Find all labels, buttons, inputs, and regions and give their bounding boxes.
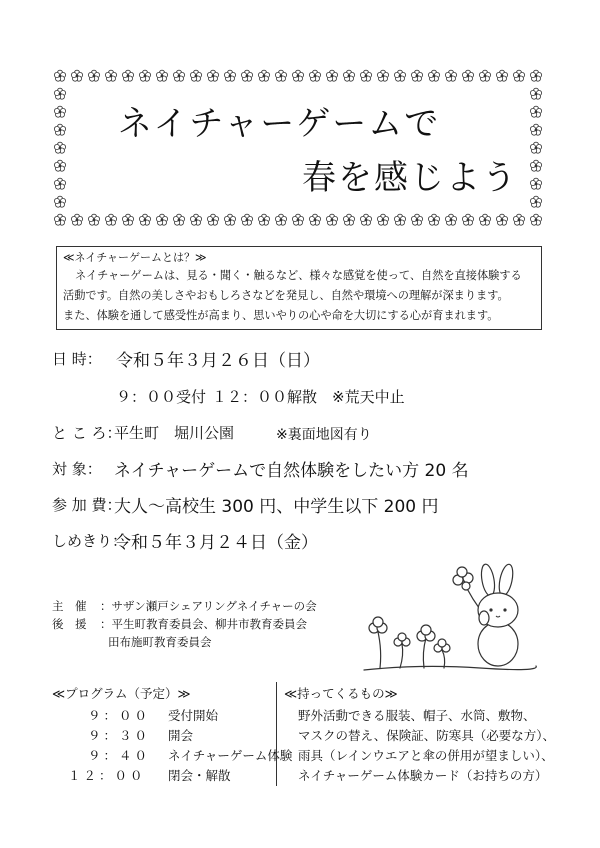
flower-icon [377, 214, 388, 225]
host-value: ：サザン瀬戸シェアリングネイチャーの会 [100, 599, 317, 613]
flower-icon [377, 70, 388, 81]
flower-icon [428, 70, 439, 81]
flower-icon [309, 70, 320, 81]
program-heading: ≪プログラム（予定）≫ [52, 686, 191, 701]
support-label: 後 援 [52, 617, 87, 631]
flower-icon [71, 214, 82, 225]
flower-icon [275, 214, 286, 225]
flower-icon [428, 214, 439, 225]
flower-icon [54, 160, 65, 171]
flower-icon [54, 196, 65, 207]
program-time: １２：００ [68, 768, 146, 783]
flower-icon [173, 70, 184, 81]
support-value-1: ：平生町教育委員会、柳井市教育委員会 [100, 617, 307, 631]
flower-icon [479, 70, 490, 81]
bring-line: ネイチャーゲーム体験カード（お持ちの方） [298, 768, 548, 783]
description-heading: ≪ネイチャーゲームとは？≫ [63, 251, 207, 264]
flower-icon [88, 70, 99, 81]
flower-icon [445, 70, 456, 81]
flower-icon [190, 70, 201, 81]
flower-icon [530, 88, 541, 99]
flower-icon [343, 214, 354, 225]
description-line: ネイチャーゲームは、見る・聞く・触るなど、様々な感覚を使って、自然を直接体験する [75, 269, 522, 282]
section-divider [276, 682, 277, 786]
date-label: 日 時： [52, 350, 102, 368]
flower-icon [530, 70, 541, 81]
support-value-2: 田布施町教育委員会 [108, 635, 212, 649]
place-label: と こ ろ： [52, 424, 122, 442]
flower-icon [139, 70, 150, 81]
flower-icon [411, 70, 422, 81]
flower-icon [122, 70, 133, 81]
flower-icon [207, 214, 218, 225]
flower-icon [360, 70, 371, 81]
flower-icon [530, 106, 541, 117]
flower-icon [54, 124, 65, 135]
flower-icon [54, 70, 65, 81]
flower-icon [411, 214, 422, 225]
flower-icon [258, 70, 269, 81]
target-label: 対 象： [52, 460, 102, 478]
flower-icon [326, 214, 337, 225]
flower-icon [530, 196, 541, 207]
flower-icon [105, 70, 116, 81]
deadline-label: しめきり： [52, 532, 128, 550]
flower-icon [479, 214, 490, 225]
flower-icon [275, 70, 286, 81]
flower-icon [190, 214, 201, 225]
dismissal-time: １２：００解散 [212, 388, 318, 406]
program-label: 閉会・解散 [168, 768, 231, 783]
flower-icon [54, 178, 65, 189]
program-label: ネイチャーゲーム体験 [168, 748, 293, 763]
bring-line: 雨具（レインウエアと傘の併用が望ましい）、 [298, 748, 554, 763]
flower-border-icon [52, 68, 544, 228]
flower-icon [122, 214, 133, 225]
reception-time: ９：００受付 [116, 388, 207, 406]
flower-icon [343, 70, 354, 81]
flower-icon [462, 214, 473, 225]
flower-icon [445, 214, 456, 225]
program-label: 受付開始 [168, 708, 219, 723]
title-line-1: ネイチャーゲームで [118, 104, 441, 144]
flower-icon [207, 70, 218, 81]
flower-icon [54, 88, 65, 99]
weather-note: ※荒天中止 [332, 388, 405, 406]
flower-icon [173, 214, 184, 225]
flower-icon [530, 178, 541, 189]
flower-icon [496, 214, 507, 225]
flower-icon [394, 214, 405, 225]
flower-icon [224, 70, 235, 81]
flower-icon [309, 214, 320, 225]
flower-icon [54, 214, 65, 225]
flower-icon [462, 70, 473, 81]
program-time: ９：００ [88, 708, 151, 723]
flower-icon [105, 214, 116, 225]
flower-icon [530, 214, 541, 225]
flower-icon [513, 70, 524, 81]
flower-icon [496, 70, 507, 81]
title-line-2: 春を感じよう [302, 158, 518, 198]
flower-icon [326, 70, 337, 81]
description-line: 活動です。自然の美しさやおもしろさなどを発見し、自然や環境への理解が深まります。 [63, 289, 509, 302]
bring-heading: ≪持ってくるもの≫ [284, 686, 398, 701]
bring-line: マスクの替え、保険証、防寒具（必要な方）、 [298, 728, 556, 743]
program-time: ９：３０ [88, 728, 151, 743]
fee-value: 大人～高校生 300 円、中学生以下 200 円 [114, 497, 439, 517]
flower-icon [513, 214, 524, 225]
date-value: 令和５年３月２６日（日） [116, 351, 320, 371]
flower-icon [224, 214, 235, 225]
description-line: また、体験を通して感受性が高まり、思いやりの心や命を大切にする心が育まれます。 [63, 309, 499, 322]
flower-icon [156, 214, 167, 225]
fee-label: 参 加 費： [52, 496, 122, 514]
target-value: ネイチャーゲームで自然体験をしたい方 20 名 [114, 461, 469, 481]
deadline-value: 令和５年３月２４日（金） [114, 533, 318, 553]
host-label: 主 催 [52, 599, 87, 613]
flower-icon [241, 70, 252, 81]
program-label: 開会 [168, 728, 194, 743]
flower-icon [241, 214, 252, 225]
map-note: ※裏面地図有り [276, 427, 372, 443]
description-box [56, 246, 542, 330]
flower-icon [394, 70, 405, 81]
bring-line: 野外活動できる服装、帽子、水筒、敷物、 [298, 708, 536, 723]
program-time: ９：４０ [88, 748, 151, 763]
flower-icon [292, 70, 303, 81]
flower-icon [258, 214, 269, 225]
flower-icon [71, 70, 82, 81]
flower-icon [54, 106, 65, 117]
flower-icon [360, 214, 371, 225]
flower-icon [88, 214, 99, 225]
flower-icon [530, 124, 541, 135]
rabbit-with-clovers-icon [360, 560, 540, 680]
flower-icon [530, 160, 541, 171]
flower-icon [156, 70, 167, 81]
flower-icon [530, 142, 541, 153]
place-value: 平生町 堀川公園 [114, 424, 235, 442]
flower-icon [292, 214, 303, 225]
flower-icon [54, 142, 65, 153]
flower-icon [139, 214, 150, 225]
